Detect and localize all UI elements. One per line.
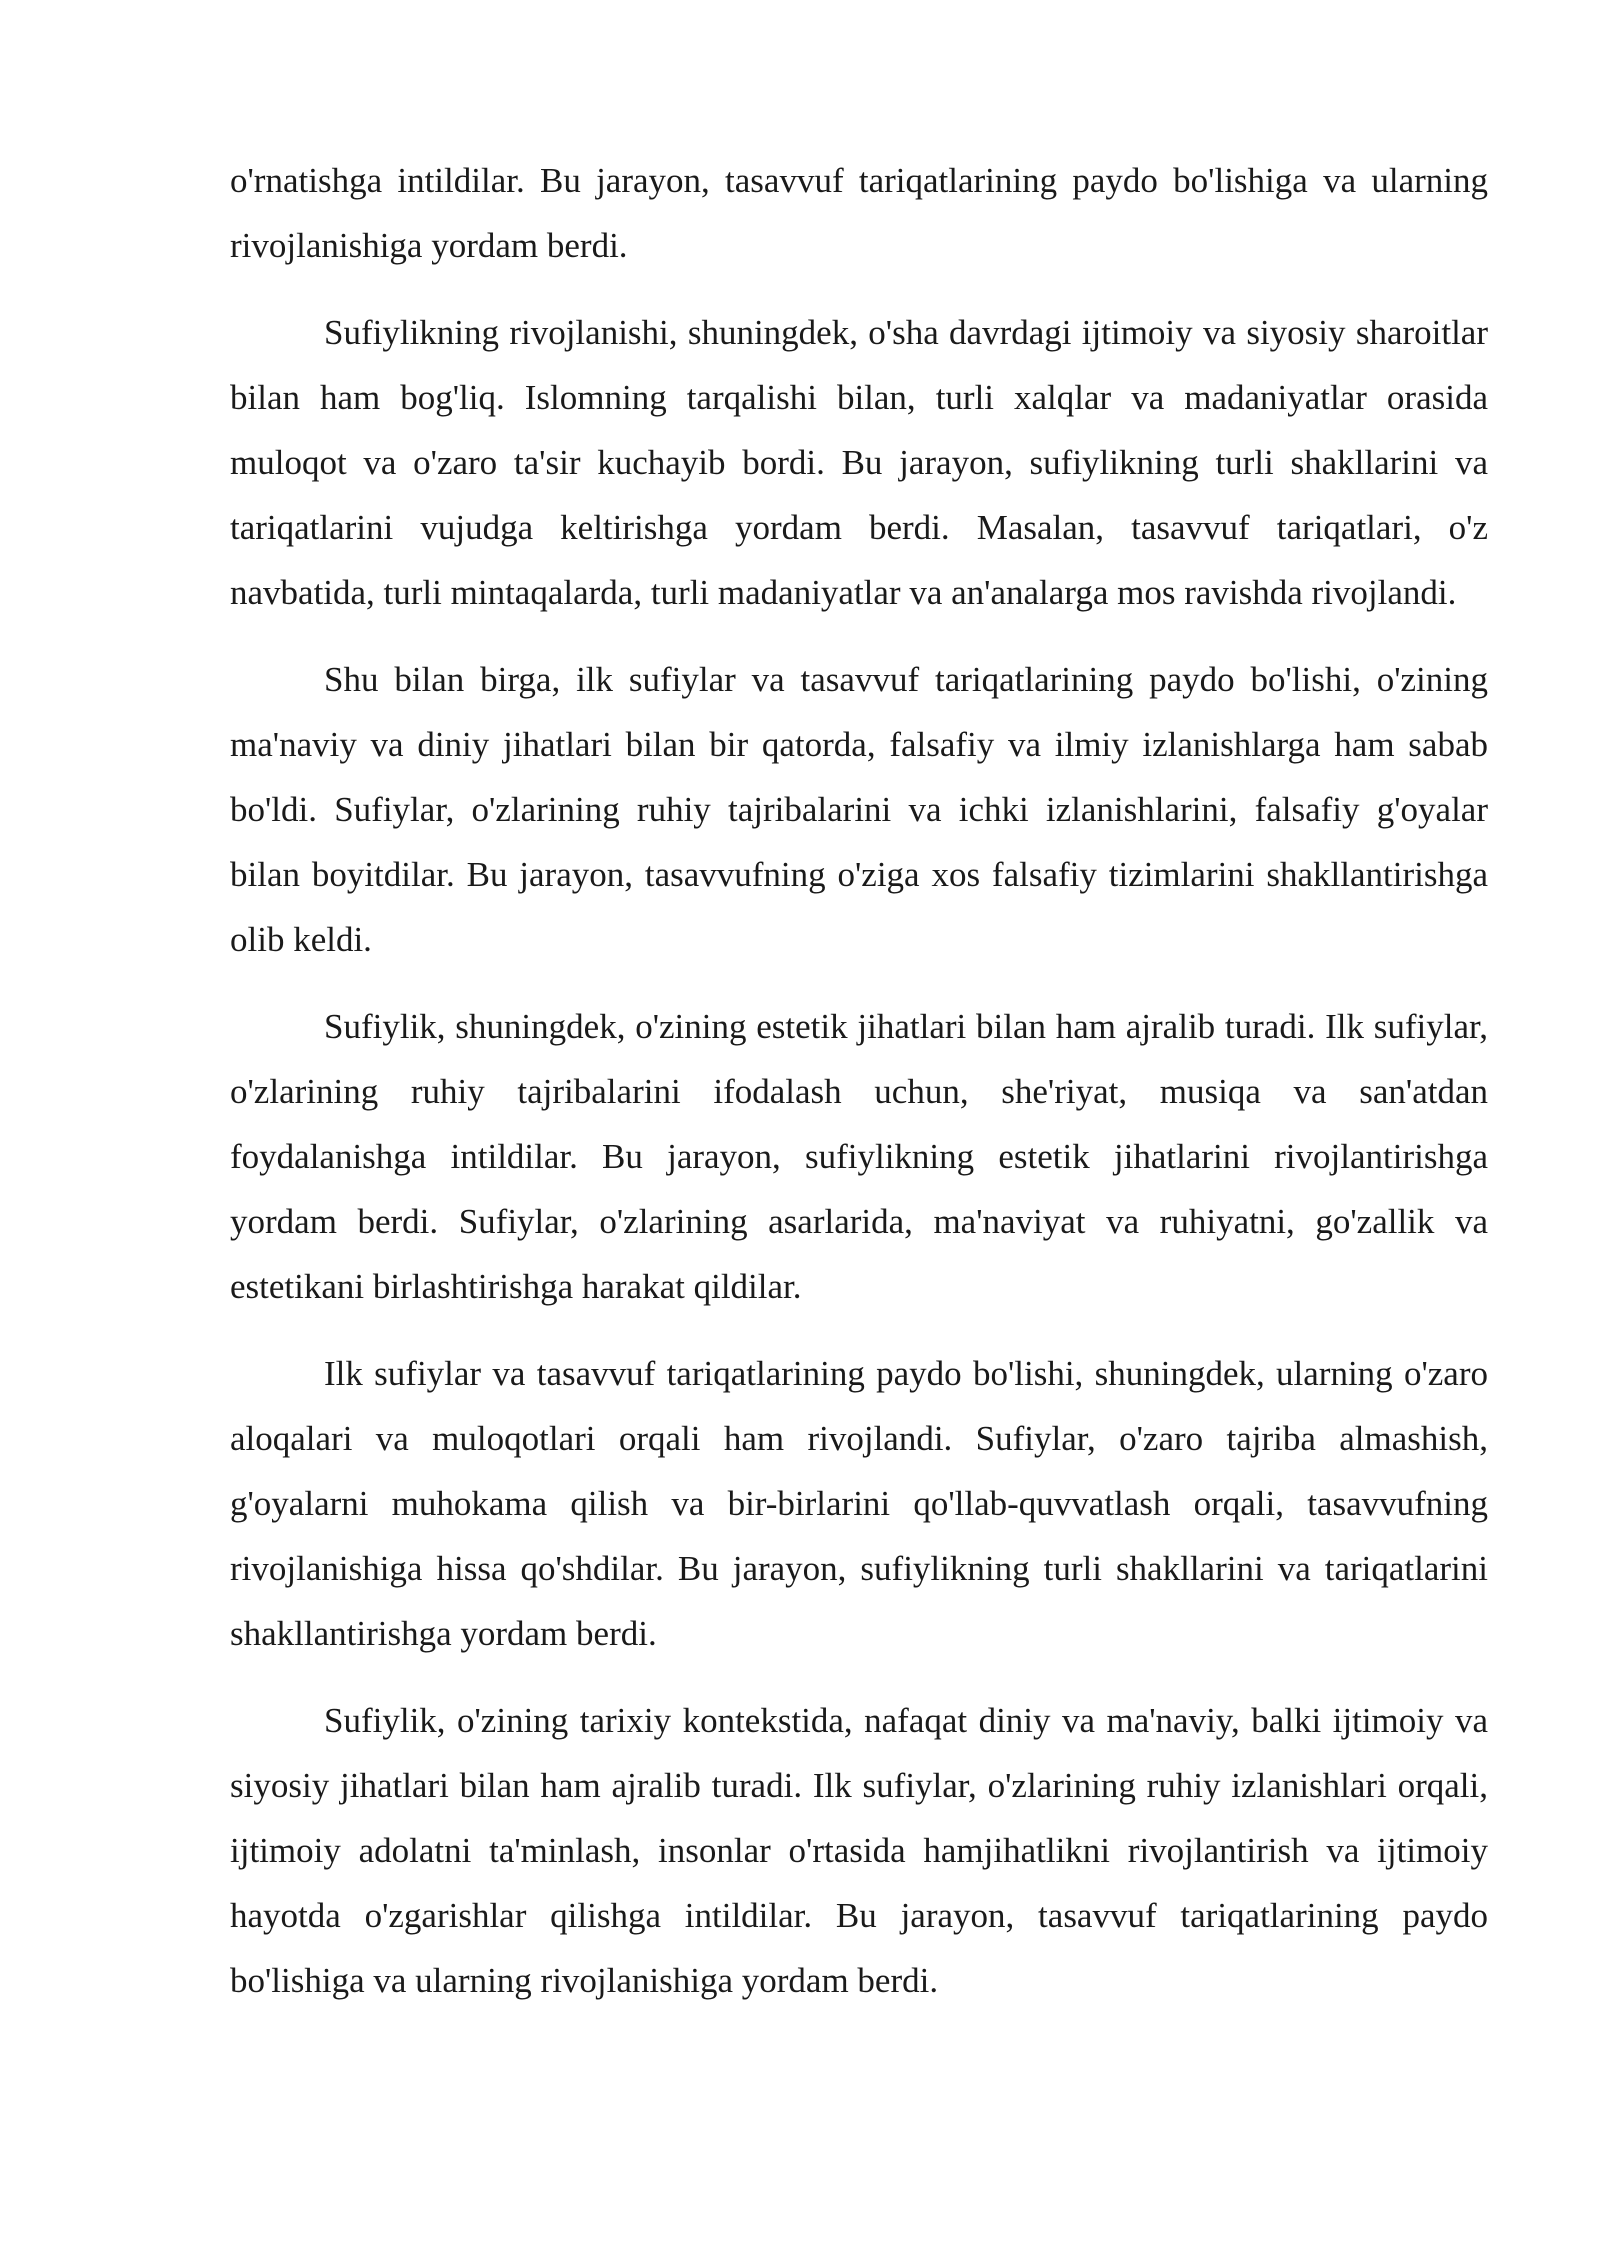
paragraph-aesthetic: Sufiylik, shuningdek, o'zining estetik jihatlari bilan ham ajralib turadi. Ilk sufiylar, o'zlarining ruhiy tajribalarini ifodalash uchun, she'riyat, musiqa va san'atdan foydalanishga intildilar. Bu jarayon, sufiylikning estetik jihatlarini rivojlantirishga yordam berdi. Sufiylar, o'zlarining asarlarida, ma'naviyat va ruhiyatni, go'zallik va estetikani birlashtirishga harakat qildilar. (230, 1007, 1488, 1306)
paragraph-continued: o'rnatishga intildilar. Bu jarayon, tasavvuf tariqatlarining paydo bo'lishiga va ularning rivojlanishiga yordam berdi. (230, 161, 1488, 265)
paragraph-social-political: Sufiylikning rivojlanishi, shuningdek, o'sha davrdagi ijtimoiy va siyosiy sharoitlar bilan ham bog'liq. Islomning tarqalishi bilan, turli xalqlar va madaniyatlar orasida muloqot va o'zaro ta'sir kuchayib bordi. Bu jarayon, sufiylikning turli shakllarini va tariqatlarini vujudga keltirishga yordam berdi. Masalan, tasavvuf tariqatlari, o'z navbatida, turli mintaqalarda, turli madaniyatlar va an'analarga mos ravishda rivojlandi. (230, 313, 1488, 612)
paragraph-philosophical: Shu bilan birga, ilk sufiylar va tasavvuf tariqatlarining paydo bo'lishi, o'zining ma'naviy va diniy jihatlari bilan bir qatorda, falsafiy va ilmiy izlanishlarga ham sabab bo'ldi. Sufiylar, o'zlarining ruhiy tajribalarini va ichki izlanishlarini, falsafiy g'oyalar bilan boyitdilar. Bu jarayon, tasavvufning o'ziga xos falsafiy tizimlarini shakllantirishga olib keldi. (230, 660, 1488, 959)
paragraph-historical-context: Sufiylik, o'zining tarixiy kontekstida, nafaqat diniy va ma'naviy, balki ijtimoiy va siyosiy jihatlari bilan ham ajralib turadi. Ilk sufiylar, o'zlarining ruhiy izlanishlari orqali, ijtimoiy adolatni ta'minlash, insonlar o'rtasida hamjihatlikni rivojlantirish va ijtimoiy hayotda o'zgarishlar qilishga intildilar. Bu jarayon, tasavvuf tariqatlarining paydo bo'lishiga va ularning rivojlanishiga yordam berdi. (230, 1701, 1488, 2000)
paragraph-relations: Ilk sufiylar va tasavvuf tariqatlarining paydo bo'lishi, shuningdek, ularning o'zaro aloqalari va muloqotlari orqali ham rivojlandi. Sufiylar, o'zaro tajriba almashish, g'oyalarni muhokama qilish va bir-birlarini qo'llab-quvvatlash orqali, tasavvufning rivojlanishiga hissa qo'shdilar. Bu jarayon, sufiylikning turli shakllarini va tariqatlarini shakllantirishga yordam berdi. (230, 1354, 1488, 1653)
document-page (230, 148, 1488, 2035)
